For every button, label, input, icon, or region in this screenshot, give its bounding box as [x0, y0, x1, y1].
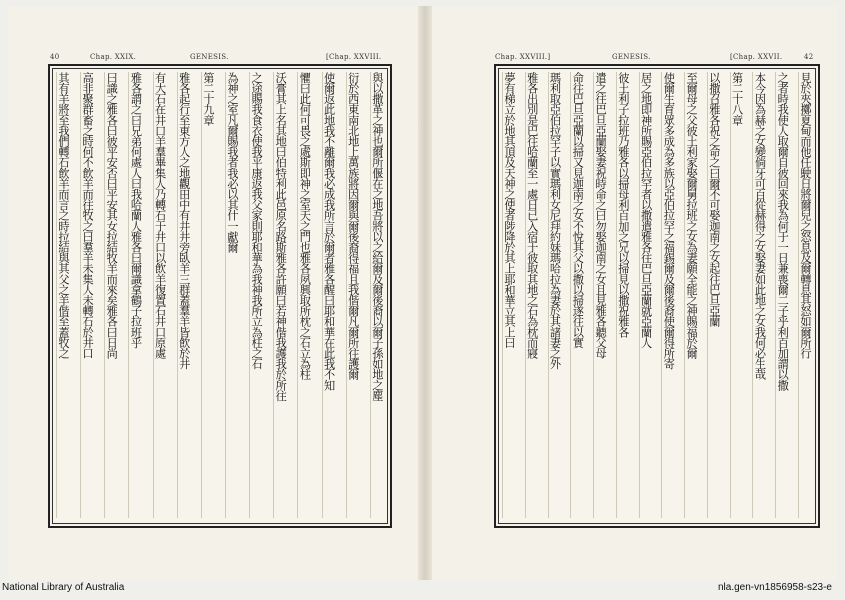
text-column: 雅各起行至東方人之地觀田中有井井旁臥羊三群蓋羣羊皆飲於井 — [177, 72, 191, 518]
text-columns — [56, 72, 384, 520]
right-page — [432, 6, 837, 580]
text-column: 本今因為赫之女變倘牙可百從赫得之女娶妻如此地之女我何必生哉 — [752, 72, 766, 518]
text-column: 雅各謂之曰兄弟何處人曰我哈蘭人雅各曰爾識拿鶴子拉班乎 — [128, 72, 142, 518]
book-spread — [8, 6, 837, 580]
text-column: 夢有梯立於地其頂及天神之使者陟降於其上耶和華立其上曰 — [502, 72, 516, 518]
text-column: 以撒召雅各祝之命之曰爾不可娶迦南之女起往巴旦亞蘭 — [707, 72, 721, 518]
text-column: 高非聚群畜之時何不飲羊而往牧之曰羣羊未集人未轉石於井口 — [80, 72, 94, 518]
text-column: 瑪利取亞伯拉罕子以實瑪利女尼拜約妹瑪哈拉為妻於其諸妻之外 — [548, 72, 562, 518]
text-column: 見於夾擲夏甸而他任駛日將爾兒之怒息及爾轉息其怒如爾所行 — [798, 72, 812, 518]
text-column: 使爾返此地我不離爾我必成我所言於爾者雅各醒曰耶和華在此我不知 — [322, 72, 336, 518]
text-frame — [494, 64, 820, 528]
chapter-heading: 第二十八章 — [730, 72, 744, 518]
text-column: 衍於西東南北地上萬族將因爾與爾後裔得福且我偕爾凡爾所往護爾 — [346, 72, 360, 518]
text-column: 命往巴旦亞蘭以掃又見迦南之女不悅其父以撒以掃遂往以實 — [570, 72, 584, 518]
chapter-heading: 第二十九章 — [201, 72, 215, 518]
page-number: 42 — [804, 53, 814, 61]
text-column: 居之地即神所賜亞伯拉罕者以撒遣雅各往巴旦亞蘭就亞蘭人 — [639, 72, 653, 518]
text-column: 之途賜我食衣使我平康返我父家則耶和華為我神我所立為柱之石 — [249, 72, 263, 518]
left-page — [8, 6, 418, 580]
library-credit: National Library of Australia — [2, 582, 125, 593]
text-frame — [48, 64, 392, 528]
book-title-header: GENESIS. — [190, 53, 229, 61]
text-column: 使爾生育眾多成為多族以亞伯拉罕之福錫爾及爾後裔使爾得所寄 — [661, 72, 675, 518]
text-column: 遣之往巴旦亞蘭娶妻祝時命之曰勿娶迦南之女且見雅各聽父母 — [593, 72, 607, 518]
chapter-header-left: Chap. XXIX. — [90, 53, 137, 61]
image-identifier: nla.gen-vn1856958-s23-e — [718, 582, 832, 593]
text-columns — [502, 72, 812, 520]
text-column: 有大石在井口羊羣畢集人乃轉石于井口以飲羊復置石井口原處 — [153, 72, 167, 518]
text-column: 懼曰此何可畏之處斯即神之室天之門也雅各夙興取所枕之石立為柱 — [297, 72, 311, 518]
text-column: 其有羊將至我們轉石飲羊而言之時拉結與其父之羊偕至蓋牧之 — [56, 72, 70, 518]
text-column: 沃膏其上名其地曰伯特利此邑原名路斯雅各許願曰若神偕我護我於所往 — [273, 72, 287, 518]
text-column: 與以撒革之神也爾所偃在之地吾將以之給爾及爾後裔以爾子孫如地之塵 — [370, 72, 384, 518]
chapter-header-left: Chap. XXVIII.] — [495, 53, 551, 61]
text-column: 至爾母之父彼土利家娶爾舅拉班之女為妻願全能之神賜福於爾 — [684, 72, 698, 518]
page-number: 40 — [50, 53, 60, 61]
book-title-header: GENESIS. — [612, 53, 651, 61]
text-column: 曰識之雅各曰彼平安否曰平安其女拉結牧羊而來矣雅各曰日尚 — [104, 72, 118, 518]
text-column: 之者時我使人取爾自彼回來我為何于一日兼喪爾二子乎利百加謂以撒 — [775, 72, 789, 518]
book-gutter — [418, 6, 432, 580]
text-column: 為神之室凡爾賜我者我必以其什一獻爾 — [225, 72, 239, 518]
chapter-header-right: [Chap. XXVIII. — [326, 53, 382, 61]
text-column: 彼土利子拉班乃雅各以掃母利百加之兄以掃見以撒祝雅各 — [616, 72, 630, 518]
text-column: 雅各出別是巴往哈蘭至一處日已入宿于彼取其地之石為枕而寢 — [525, 72, 539, 518]
chapter-header-right: [Chap. XXVII. — [730, 53, 783, 61]
